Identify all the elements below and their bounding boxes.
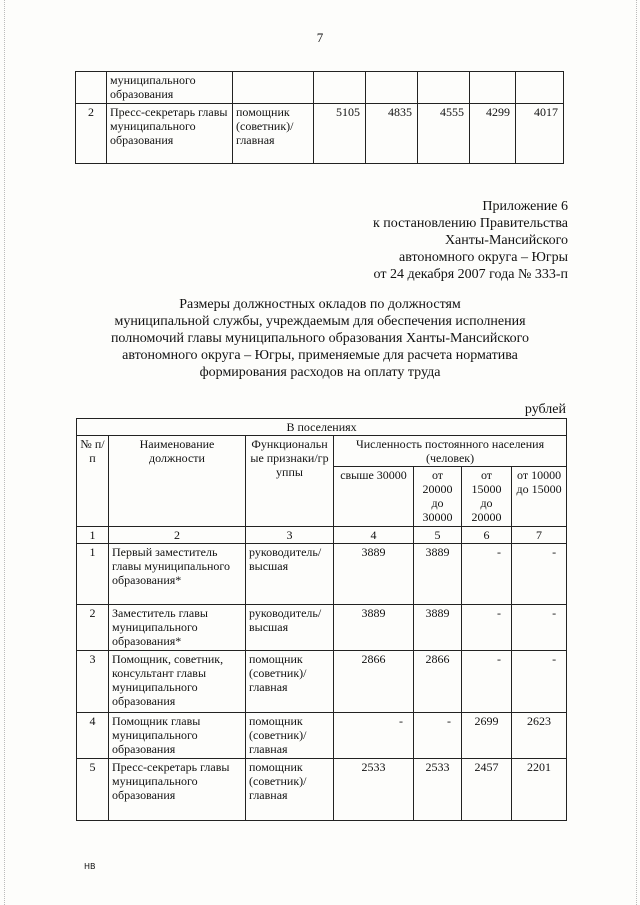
appendix-line: автономного округа – Югры: [399, 250, 568, 265]
value-cell: 2201: [512, 759, 567, 821]
function-group: руководитель/ высшая: [246, 544, 334, 605]
table-section-row: [77, 419, 567, 436]
value-cell: 4017: [516, 104, 564, 164]
header-number: № п/п: [77, 436, 109, 527]
scan-edge-right: [636, 0, 640, 905]
value-cell: [470, 72, 516, 104]
column-number: 3: [246, 527, 334, 544]
row-number: 2: [76, 104, 107, 164]
row-number: 5: [77, 759, 109, 821]
title-line: Размеры должностных окладов по должностям: [179, 297, 461, 312]
scan-edge-left: [0, 0, 5, 905]
value-cell: -: [462, 605, 512, 651]
function-group: помощник (советник)/ главная: [246, 651, 334, 713]
column-number-row: [77, 527, 567, 544]
table-row: [77, 544, 567, 605]
value-cell: -: [512, 544, 567, 605]
value-cell: -: [462, 651, 512, 713]
table-row: [77, 605, 567, 651]
header-range: от 20000 до 30000: [414, 467, 462, 527]
header-population: Численность постоянного населения (человек): [334, 436, 567, 467]
row-number: 3: [77, 651, 109, 713]
appendix-line: Ханты-Мансийского: [444, 233, 568, 248]
section-header: В поселениях: [77, 419, 567, 436]
header-range: свыше 30000: [334, 467, 414, 527]
value-cell: -: [512, 651, 567, 713]
header-function: Функциональные признаки/группы: [246, 436, 334, 527]
appendix-line: к постановлению Правительства: [372, 216, 568, 231]
value-cell: -: [334, 713, 414, 759]
page-number: 7: [316, 30, 324, 45]
column-number: 1: [77, 527, 109, 544]
value-cell: 3889: [334, 605, 414, 651]
function-group: руководитель/ высшая: [246, 605, 334, 651]
value-cell: 3889: [414, 605, 462, 651]
row-number: [76, 72, 107, 104]
value-cell: [516, 72, 564, 104]
title-line: автономного округа – Югры, применяемые для расчета норматива: [122, 348, 518, 363]
position-name: Помощник, советник, консультант главы муниципального образования: [109, 651, 246, 713]
row-number: 2: [77, 605, 109, 651]
currency-unit: рублей: [524, 402, 566, 417]
appendix-reference: [373, 198, 568, 283]
value-cell: -: [512, 605, 567, 651]
title-line: муниципальной службы, учреждаемым для обеспечения исполнения: [114, 314, 526, 329]
value-cell: 5105: [314, 104, 366, 164]
position-name: Помощник главы муниципального образования: [109, 713, 246, 759]
row-number: 4: [77, 713, 109, 759]
function-group: помощник (советник)/ главная: [233, 104, 314, 164]
header-position: Наименование должности: [109, 436, 246, 527]
table-row: [77, 759, 567, 821]
value-cell: 2533: [414, 759, 462, 821]
function-group: помощник (советник)/ главная: [246, 713, 334, 759]
value-cell: 4835: [366, 104, 418, 164]
salary-table: [76, 418, 567, 821]
table-row: [77, 651, 567, 713]
table-header-row: [77, 436, 567, 467]
position-name: Пресс-секретарь главы муниципального образования: [109, 759, 246, 821]
position-name: муниципального образования: [107, 72, 233, 104]
value-cell: 2623: [512, 713, 567, 759]
column-number: 6: [462, 527, 512, 544]
header-range: от 15000 до 20000: [462, 467, 512, 527]
appendix-line: от 24 декабря 2007 года № 333-п: [373, 267, 568, 282]
position-name: Первый заместитель главы муниципального образования*: [109, 544, 246, 605]
value-cell: 3889: [414, 544, 462, 605]
value-cell: 2533: [334, 759, 414, 821]
value-cell: 2866: [414, 651, 462, 713]
column-number: 4: [334, 527, 414, 544]
table-row: [77, 713, 567, 759]
value-cell: 3889: [334, 544, 414, 605]
continued-table: [75, 71, 564, 164]
table-row: [76, 72, 564, 104]
function-group: [233, 72, 314, 104]
position-name: Пресс-секретарь главы муниципального образования: [107, 104, 233, 164]
row-number: 1: [77, 544, 109, 605]
value-cell: [418, 72, 470, 104]
value-cell: [366, 72, 418, 104]
header-range: от 10000 до 15000: [512, 467, 567, 527]
title-line: формирования расходов на оплату труда: [199, 365, 441, 380]
value-cell: 4299: [470, 104, 516, 164]
column-number: 7: [512, 527, 567, 544]
value-cell: 2866: [334, 651, 414, 713]
margin-mark: НВ: [84, 862, 96, 871]
value-cell: 4555: [418, 104, 470, 164]
document-title: [60, 296, 580, 381]
value-cell: -: [414, 713, 462, 759]
function-group: помощник (советник)/ главная: [246, 759, 334, 821]
position-name: Заместитель главы муниципального образования*: [109, 605, 246, 651]
table-row: [76, 104, 564, 164]
column-number: 5: [414, 527, 462, 544]
column-number: 2: [109, 527, 246, 544]
value-cell: 2457: [462, 759, 512, 821]
appendix-line: Приложение 6: [482, 199, 568, 214]
value-cell: -: [462, 544, 512, 605]
value-cell: [314, 72, 366, 104]
title-line: полномочий главы муниципального образования Ханты-Мансийского: [110, 331, 530, 346]
value-cell: 2699: [462, 713, 512, 759]
